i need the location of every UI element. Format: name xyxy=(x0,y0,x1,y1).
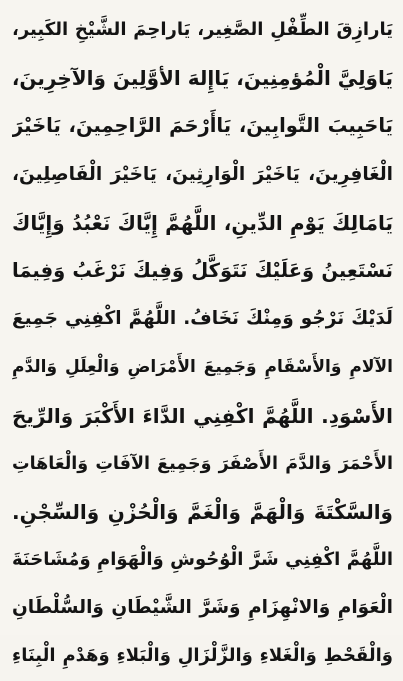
text-line-14: وَالْقَحْطِ وَالْغَلاءِ وَالزَّلْزَالِ وَالْبَلاءِ وَهَدْمِ الْبِنَاءِ xyxy=(12,645,393,667)
text-line-12: اللَّهُمَّ اكْفِنِي شَرَّ الْوُحُوشِ وَالْهَوَامِ وَمُشَاحَنَةَ xyxy=(12,549,393,571)
text-line-10: الأَحْمَرَ وَالدَّمَ الأَصْفَرَ وَجَمِيعَ الآفَاتِ وَالْعَاهَاتِ xyxy=(12,453,393,474)
text-line-11: وَالسَّكْتَةَ وَالْهَمَّ وَالْغَمَّ وَالْحُزْنِ وَالسِّجْنِ. xyxy=(12,499,393,524)
text-line-1: يَارازِقَ الطِّفْلِ الصَّغِير، يَاراحِمَ الشَّيْخِ الكَبِير، xyxy=(12,19,393,40)
text-line-7: لَدَيْكَ نَرْجُو وَمِنْكَ نَخَافُ. اللَّهُمَّ اكْفِنِي جَمِيعَ xyxy=(12,308,393,330)
text-line-8: الآلامِ وَالأَسْقَامِ وَجَمِيعَ الأَمْرَاضِ وَالْعِلَلِ وَالدَّمِ xyxy=(12,357,393,378)
text-line-3: يَاحَبِيبَ التَّوابِينَ، يَاأَرْحَمَ الرَّاحِمِينَ، يَاخَيْرَ xyxy=(12,114,393,138)
text-line-2: يَاوَلِيَّ الْمُؤمِنِينَ، يَاإِلهَ الأوَّلِينَ وَالآخِرِينَ، xyxy=(12,66,393,91)
text-line-9: الأَسْوَدِ. اللَّهُمَّ اكْفِنِي الدَّاءَ الأَكْبَرَ وَالرِّيحَ xyxy=(12,403,393,428)
text-line-13: الْعَوَامِ وَالانْهِزَامِ وَشَرَّ الشَّيْطَانِ وَالسُّلْطَانِ xyxy=(12,597,393,619)
text-line-6: نَسْتَعِينُ وَعَلَيْكَ نَتَوَكَّلُ وَفِيكَ نَرْغَبُ وَفِيمَا xyxy=(12,258,393,282)
text-line-5: يَامَالِكَ يَوْمِ الدِّينِ، اللَّهُمَّ إِيَّاكَ نَعْبُدُ وَإِيَّاكَ xyxy=(12,210,393,235)
text-line-4: الْغَافِرِينَ، يَاخَيْرَ الْوَارِثِينَ، يَاخَيْرَ الْفَاصِلِينَ، xyxy=(12,163,393,185)
